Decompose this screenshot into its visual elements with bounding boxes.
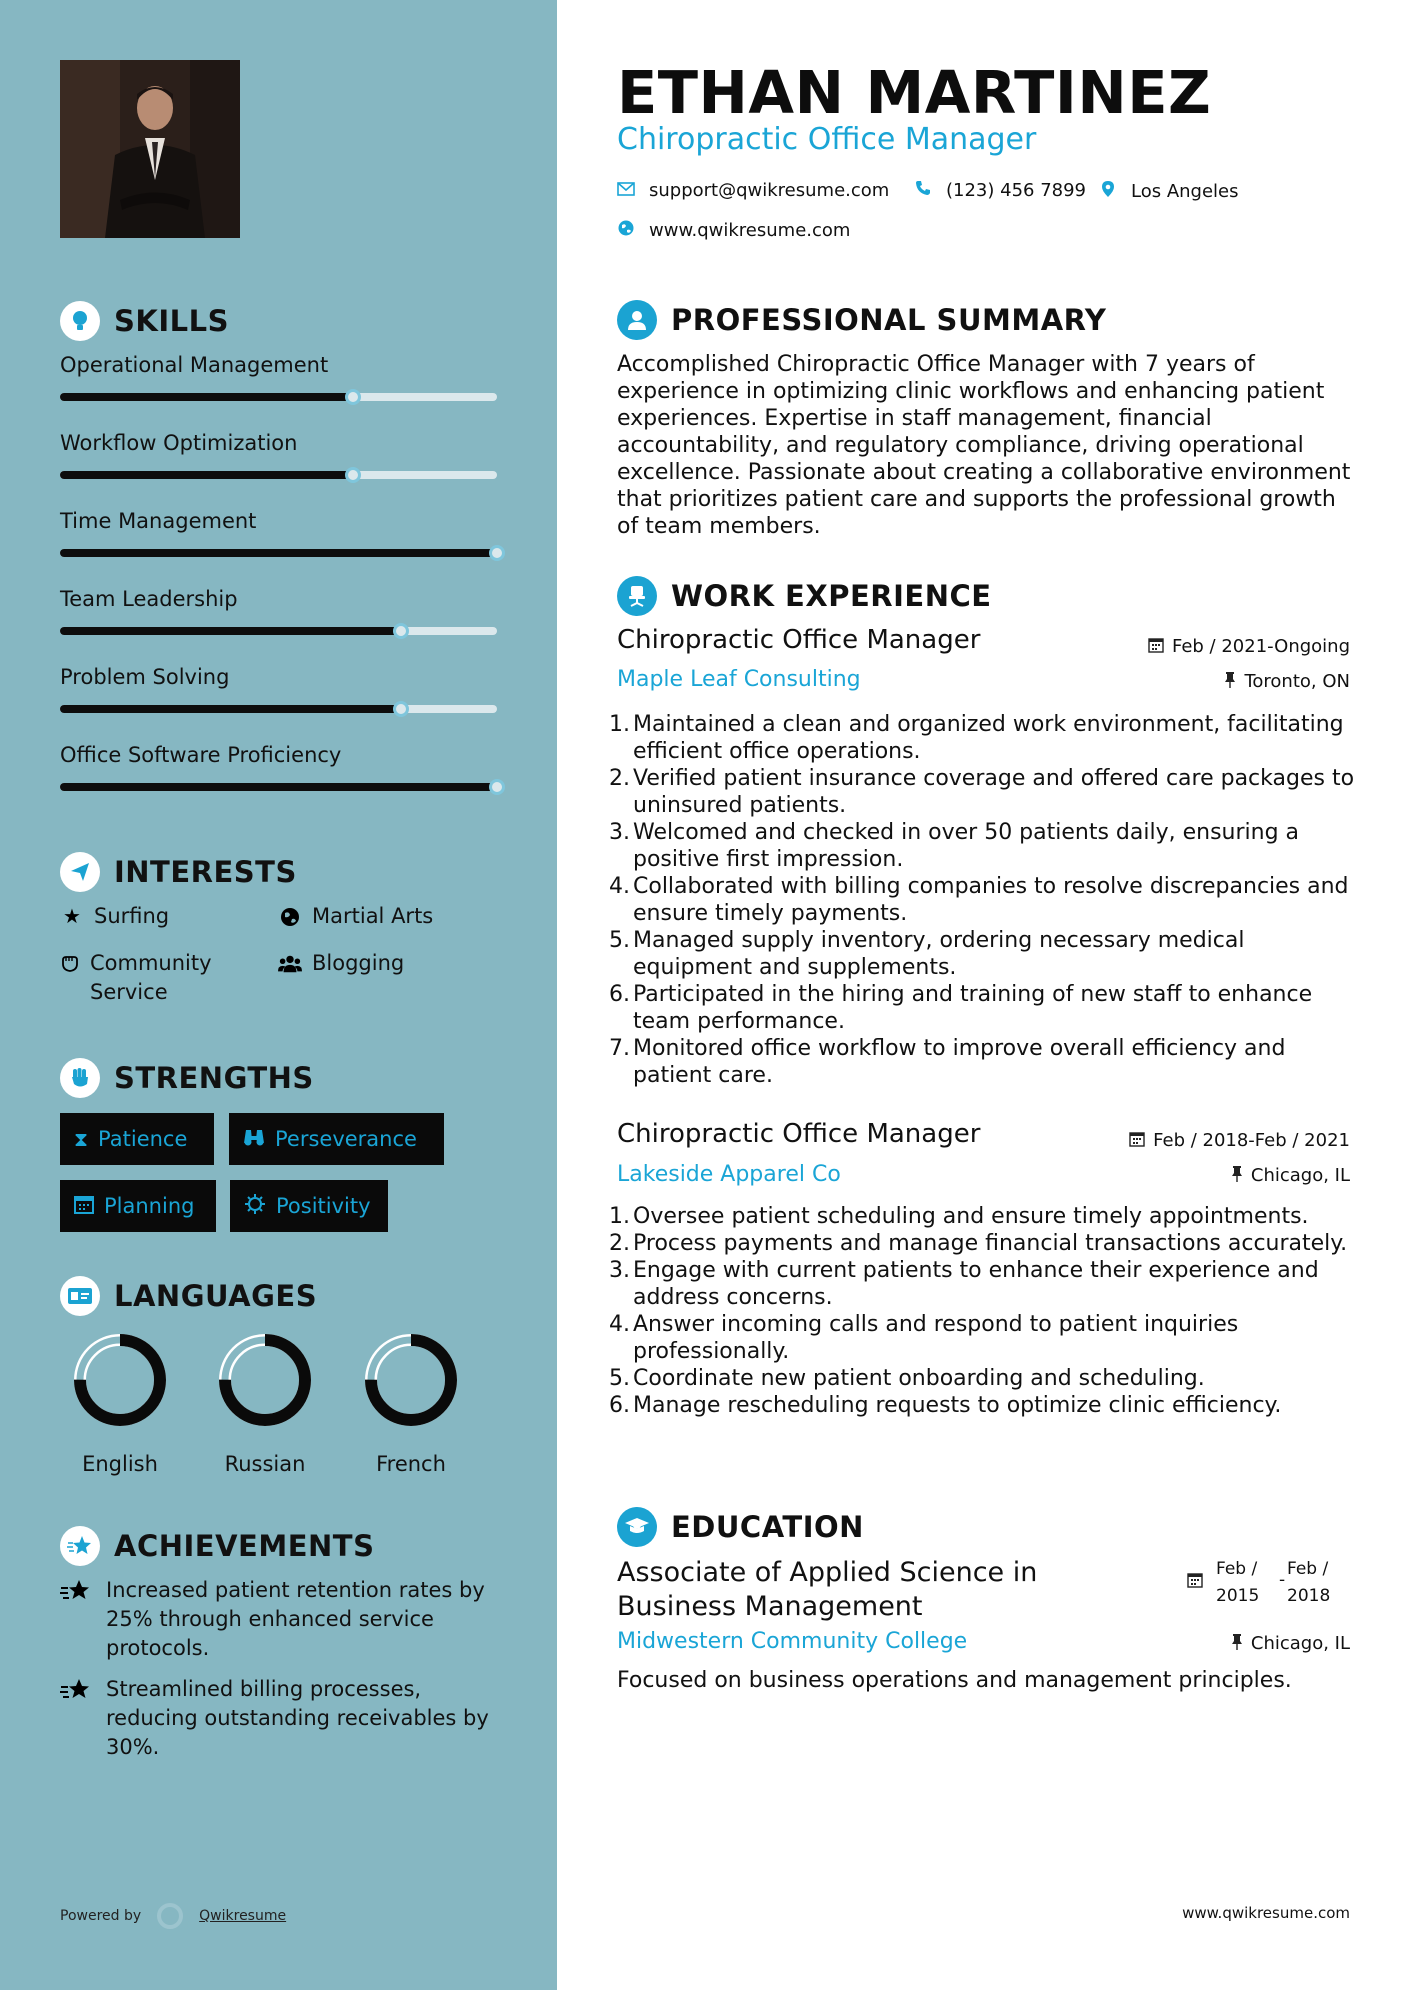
job-date: [1129, 1130, 1350, 1151]
skill-bar: [60, 471, 497, 479]
edu-start-date: Feb / 2015: [1216, 1559, 1260, 1606]
language-label: French: [376, 1452, 446, 1476]
job-date: [1148, 636, 1350, 657]
location-text: Los Angeles: [1131, 181, 1239, 202]
skills-section-header: [60, 301, 229, 341]
skill-item: [60, 349, 500, 401]
chair-icon: [617, 576, 657, 616]
school-name: Midwestern Community College: [617, 1629, 968, 1654]
job-location: [1231, 1165, 1350, 1186]
bullet-item: 6. Manage rescheduling requests to optimize clinic efficiency.: [609, 1393, 1282, 1418]
graduation-cap-icon: [617, 1507, 657, 1547]
education-description: Focused on business operations and management principles.: [617, 1668, 1292, 1693]
interests-section-header: [60, 852, 297, 892]
interest-label: Surfing: [94, 904, 170, 928]
contact-website[interactable]: [617, 220, 850, 241]
powered-by-label: Powered by: [60, 1908, 142, 1924]
phone-icon: [914, 180, 932, 201]
skill-label: Operational Management: [60, 353, 329, 377]
envelope-icon: [617, 180, 635, 201]
edu-date-separator: -: [1279, 1570, 1286, 1590]
strength-label: Planning: [104, 1194, 195, 1218]
skill-bar: [60, 549, 497, 557]
users-icon: [278, 949, 302, 978]
job-bullets: [609, 711, 1369, 1089]
languages-section-header: [60, 1276, 317, 1316]
interest-label: Martial Arts: [312, 904, 434, 928]
skill-label: Office Software Proficiency: [60, 743, 342, 767]
achievements-section-header: [60, 1526, 374, 1566]
bullet-item: 5. Managed supply inventory, ordering necessary medical equipment and supplements.: [609, 928, 1245, 980]
skill-knob: [345, 389, 361, 405]
fist-icon: [60, 1058, 100, 1098]
map-pin-icon: [1099, 180, 1117, 203]
strength-tag: [60, 1180, 216, 1232]
pushpin-icon: [1231, 1634, 1243, 1654]
lightbulb-icon: [60, 301, 100, 341]
job-title: Chiropractic Office Manager: [617, 625, 981, 655]
user-icon: [617, 300, 657, 340]
strength-tag: [230, 1180, 388, 1232]
skill-item: [60, 427, 500, 479]
hourglass-icon: ⧗: [74, 1127, 89, 1151]
bullet-item: 2. Process payments and manage financial transactions accurately.: [609, 1231, 1348, 1256]
calendar-icon: [1148, 637, 1164, 657]
achievement-item: [60, 1576, 500, 1663]
contact-phone[interactable]: [914, 180, 1086, 201]
interest-item: [278, 949, 404, 978]
bullet-item: 2. Verified patient insurance coverage and offered care packages to uninsured patients.: [609, 766, 1355, 818]
hand-icon: [60, 949, 80, 978]
job-location-text: Chicago, IL: [1250, 1165, 1350, 1186]
main-content: [557, 0, 1407, 1990]
summary-title: PROFESSIONAL SUMMARY: [671, 303, 1107, 337]
skill-bar: [60, 393, 497, 401]
calendar-icon: [1129, 1131, 1145, 1151]
job-location: [1224, 671, 1350, 692]
strength-label: Patience: [98, 1127, 188, 1151]
summary-text: Accomplished Chiropractic Office Manager with 7 years of experience in optimizing clinic workflows and enhancing patient experiences. Expertise in staff management, financial accountability, and regulatory compliance, driving operational excellence. Passionate about creating a collaborative environment that prioritizes patient care and supports the professional growth of team members.: [617, 352, 1351, 539]
interest-item: [60, 902, 169, 931]
email-text: support@qwikresume.com: [649, 180, 890, 201]
interests-title: INTERESTS: [114, 855, 297, 889]
education-title: EDUCATION: [671, 1510, 864, 1544]
skill-item: [60, 739, 500, 791]
company-name: Maple Leaf Consulting: [617, 667, 861, 692]
education-section-header: [617, 1507, 864, 1547]
achievement-item: [60, 1675, 500, 1762]
languages-title: LANGUAGES: [114, 1279, 318, 1313]
language-ring: [70, 1330, 170, 1430]
skill-knob: [345, 467, 361, 483]
profile-photo: [60, 60, 240, 238]
language-label: English: [82, 1452, 158, 1476]
skill-bar: [60, 783, 497, 791]
calendar-icon: [74, 1194, 94, 1219]
website-text: www.qwikresume.com: [649, 220, 851, 241]
achievement-text: Streamlined billing processes, reducing outstanding receivables by 30%.: [106, 1677, 489, 1759]
skill-knob: [489, 779, 505, 795]
sidebar: [0, 0, 557, 1990]
globe-icon: [617, 220, 635, 241]
job-title: Chiropractic Office Manager: [617, 1119, 981, 1149]
pushpin-icon: [1231, 1166, 1243, 1186]
job-bullets: [609, 1203, 1369, 1419]
edu-location: [1231, 1633, 1350, 1654]
interest-item: [60, 949, 260, 1007]
strength-label: Positivity: [276, 1194, 371, 1218]
qwikresume-link[interactable]: Qwikresume: [199, 1908, 287, 1924]
experience-title: WORK EXPERIENCE: [671, 579, 992, 613]
bullet-item: 1. Maintained a clean and organized work environment, facilitating efficient office operations.: [609, 712, 1344, 764]
skill-label: Problem Solving: [60, 665, 230, 689]
powered-by: [60, 1903, 286, 1929]
qwikresume-logo-icon: [157, 1903, 183, 1929]
phone-text: (123) 456 7899: [946, 180, 1087, 201]
edu-location-text: Chicago, IL: [1250, 1633, 1350, 1654]
skill-item: [60, 661, 500, 713]
language-item: [55, 1330, 185, 1476]
pushpin-icon: [1224, 672, 1236, 692]
skill-bar: [60, 627, 497, 635]
language-ring: [215, 1330, 315, 1430]
bullet-item: 5. Coordinate new patient onboarding and scheduling.: [609, 1366, 1205, 1391]
language-item: [346, 1330, 476, 1476]
sun-icon: [244, 1193, 266, 1220]
achievement-text: Increased patient retention rates by 25% through enhanced service protocols.: [106, 1578, 485, 1660]
experience-section-header: [617, 576, 992, 616]
contact-location: [1099, 180, 1239, 203]
bullet-item: 6. Participated in the hiring and training of new staff to enhance team performance.: [609, 982, 1313, 1034]
interest-item: [278, 902, 433, 931]
edu-end-date: Feb / 2018: [1287, 1559, 1331, 1606]
footer-url[interactable]: www.qwikresume.com: [1182, 1904, 1350, 1922]
skills-title: SKILLS: [114, 304, 229, 338]
skill-label: Team Leadership: [60, 587, 238, 611]
skill-knob: [393, 701, 409, 717]
language-ring: [361, 1330, 461, 1430]
skill-knob: [393, 623, 409, 639]
strength-label: Perseverance: [275, 1127, 417, 1151]
skill-knob: [489, 545, 505, 561]
skill-item: [60, 583, 500, 635]
summary-section-header: [617, 300, 1106, 340]
star-badge-icon: [60, 1675, 94, 1762]
id-card-icon: [60, 1276, 100, 1316]
job-date-text: Feb / 2021-Ongoing: [1171, 636, 1350, 657]
bullet-item: 7. Monitored office workflow to improve overall efficiency and patient care.: [609, 1036, 1286, 1088]
bullet-item: 3. Welcomed and checked in over 50 patients daily, ensuring a positive first impression.: [609, 820, 1300, 872]
interest-label: Blogging: [312, 951, 405, 975]
strength-tag: [60, 1113, 214, 1165]
company-name: Lakeside Apparel Co: [617, 1162, 841, 1187]
bullet-item: 1. Oversee patient scheduling and ensure timely appointments.: [609, 1204, 1309, 1229]
star-badge-icon: [60, 1576, 94, 1663]
bullet-item: 3. Engage with current patients to enhance their experience and address concerns.: [609, 1258, 1319, 1310]
skill-label: Time Management: [60, 509, 257, 533]
contact-email[interactable]: [617, 180, 889, 201]
language-label: Russian: [224, 1452, 306, 1476]
binoculars-icon: [243, 1127, 265, 1151]
bullet-item: 4. Collaborated with billing companies to resolve discrepancies and ensure timely payments.: [609, 874, 1349, 926]
calendar-icon: [1187, 1570, 1203, 1597]
star-badge-icon: [60, 1526, 100, 1566]
skill-item: [60, 505, 500, 557]
degree-title: Associate of Applied Science in Business Management: [617, 1557, 1038, 1622]
strength-tag: [229, 1113, 444, 1165]
skill-label: Workflow Optimization: [60, 431, 298, 455]
achievements-title: ACHIEVEMENTS: [114, 1529, 375, 1563]
globe-icon: [278, 902, 302, 931]
candidate-role: Chiropractic Office Manager: [617, 122, 1037, 157]
language-item: [200, 1330, 330, 1476]
job-location-text: Toronto, ON: [1244, 671, 1350, 692]
star-icon: ★: [63, 904, 81, 928]
strengths-title: STRENGTHS: [114, 1061, 314, 1095]
job-date-text: Feb / 2018-Feb / 2021: [1153, 1130, 1350, 1151]
strengths-section-header: [60, 1058, 314, 1098]
interest-label: Community Service: [90, 951, 212, 1004]
skill-bar: [60, 705, 497, 713]
bullet-item: 4. Answer incoming calls and respond to patient inquiries professionally.: [609, 1312, 1239, 1364]
candidate-name: ETHAN MARTINEZ: [617, 58, 1212, 127]
paper-plane-icon: [60, 852, 100, 892]
